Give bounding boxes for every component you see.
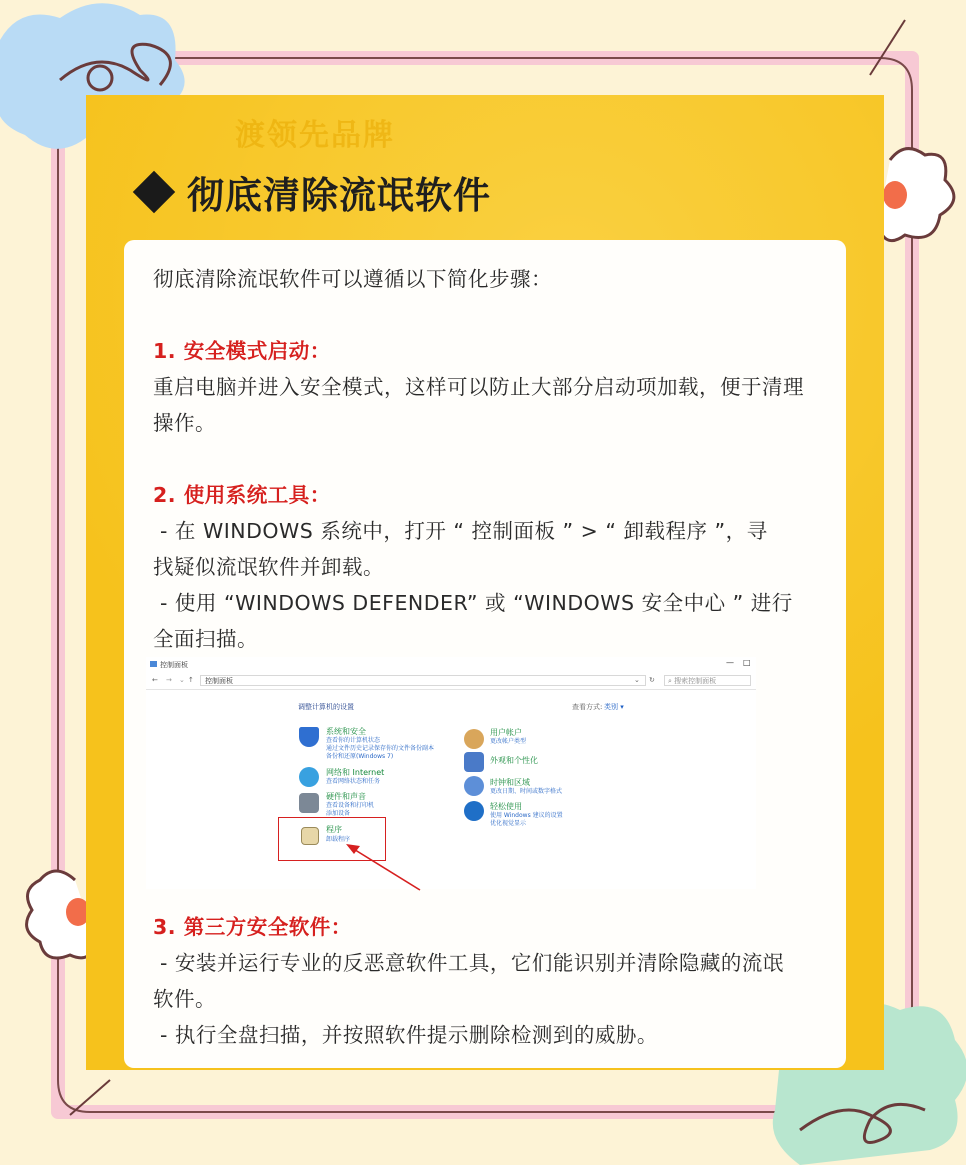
step-2-line-2: 找疑似流氓软件并卸载。	[153, 555, 384, 579]
shield-icon	[299, 727, 319, 747]
search-input[interactable]: ⌕ 搜索控制面板	[664, 675, 751, 686]
dropdown-icon[interactable]: ⌄	[179, 676, 185, 684]
diamond-icon	[133, 171, 175, 213]
link-date-time-format[interactable]: 更改日期、时间或数字格式	[490, 788, 563, 795]
up-icon[interactable]: ↑	[188, 676, 194, 684]
category-hardware-sound[interactable]: 硬件和声音	[326, 792, 366, 801]
step-3-title: 3. 第三方安全软件：	[153, 915, 352, 939]
arrow-icon	[340, 840, 430, 895]
control-panel-screenshot	[146, 657, 756, 889]
link-change-account-type[interactable]: 更改帐户类型	[490, 738, 527, 745]
step-3-line-1: - 安装并运行专业的反恶意软件工具，它们能识别并清除隐藏的流氓	[153, 951, 784, 975]
category-programs[interactable]: 程序	[326, 825, 342, 834]
link-optimize-display[interactable]: 优化视觉显示	[490, 820, 527, 827]
category-appearance[interactable]: 外观和个性化	[490, 756, 538, 765]
flower-right-center	[883, 181, 907, 209]
link-add-device[interactable]: 添加设备	[326, 810, 351, 817]
link-recommended-settings[interactable]: 使用 Windows 建议的设置	[490, 812, 563, 819]
link-backup-restore[interactable]: 备份和还原(Windows 7)	[326, 753, 394, 760]
category-network[interactable]: 网络和 Internet	[326, 768, 385, 777]
page-header	[135, 165, 491, 219]
page-title: 彻底清除流氓软件	[187, 174, 491, 217]
step-2-line-4: 全面扫描。	[153, 627, 258, 651]
category-user-accounts[interactable]: 用户帐户	[490, 728, 522, 737]
view-by-label: 查看方式:	[572, 703, 603, 711]
link-uninstall-program[interactable]: 卸载程序	[326, 836, 351, 843]
link-devices-printers[interactable]: 查看设备和打印机	[326, 802, 375, 809]
window-title: 控制面板	[150, 660, 188, 670]
step-3-line-3: - 执行全盘扫描，并按照软件提示删除检测到的威胁。	[153, 1023, 658, 1047]
printer-icon	[299, 793, 319, 813]
users-icon	[464, 729, 484, 749]
link-file-history[interactable]: 通过文件历史记录保存你的文件备份副本	[326, 745, 435, 752]
stroke-top-right	[870, 20, 905, 75]
ease-of-access-icon	[464, 801, 484, 821]
category-ease-of-access[interactable]: 轻松使用	[490, 802, 522, 811]
back-icon[interactable]: ←	[152, 676, 158, 684]
minimize-icon[interactable]: —	[726, 658, 734, 667]
intro-text: 彻底清除流氓软件可以遵循以下简化步骤：	[153, 267, 552, 291]
clock-icon	[464, 776, 484, 796]
view-by-dropdown[interactable]: 类别 ▾	[604, 703, 624, 711]
forward-icon[interactable]: →	[166, 676, 172, 684]
step-2-line-3: - 使用 “WINDOWS DEFENDER” 或 “WINDOWS 安全中心 ” 进行	[153, 591, 793, 615]
panel-heading: 调整计算机的设置	[298, 703, 354, 711]
maximize-icon[interactable]: □	[743, 658, 751, 667]
refresh-icon[interactable]: ↻	[649, 676, 655, 684]
step-2-title: 2. 使用系统工具：	[153, 483, 331, 507]
network-icon	[299, 767, 319, 787]
step-1-line-2: 操作。	[153, 411, 216, 435]
category-system-security[interactable]: 系统和安全	[326, 727, 366, 736]
step-1-title: 1. 安全模式启动：	[153, 339, 331, 363]
step-2-line-1: - 在 WINDOWS 系统中，打开 “ 控制面板 ” > “ 卸载程序 ”，寻	[153, 519, 768, 543]
address-bar[interactable]: 控制面板	[200, 675, 646, 686]
appearance-icon	[464, 752, 484, 772]
address-dropdown-icon[interactable]: ⌄	[634, 676, 640, 684]
link-view-status[interactable]: 查看你的计算机状态	[326, 737, 381, 744]
category-clock-region[interactable]: 时钟和区域	[490, 778, 530, 787]
step-3-line-2: 软件。	[153, 987, 216, 1011]
background-watermark: 渡领先品牌	[235, 118, 395, 153]
step-1-line-1: 重启电脑并进入安全模式，这样可以防止大部分启动项加载，便于清理	[153, 375, 804, 399]
link-network-status[interactable]: 查看网络状态和任务	[326, 778, 381, 785]
